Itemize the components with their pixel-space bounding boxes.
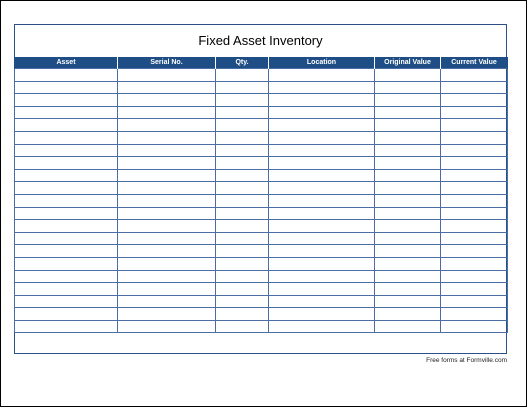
cell-current-value bbox=[441, 320, 508, 333]
cell-qty bbox=[216, 257, 269, 270]
cell-location bbox=[269, 270, 375, 283]
cell-asset bbox=[15, 232, 118, 245]
cell-qty bbox=[216, 283, 269, 296]
cell-asset bbox=[15, 245, 118, 258]
cell-current-value bbox=[441, 207, 508, 220]
cell-serial-no bbox=[118, 320, 216, 333]
cell-original-value bbox=[375, 245, 441, 258]
cell-location bbox=[269, 81, 375, 94]
cell-asset bbox=[15, 207, 118, 220]
cell-qty bbox=[216, 207, 269, 220]
cell-serial-no bbox=[118, 257, 216, 270]
cell-location bbox=[269, 220, 375, 233]
cell-location bbox=[269, 69, 375, 82]
cell-current-value bbox=[441, 295, 508, 308]
cell-location bbox=[269, 320, 375, 333]
column-header-serial-no: Serial No. bbox=[118, 57, 216, 69]
column-header-asset: Asset bbox=[15, 57, 118, 69]
cell-current-value bbox=[441, 106, 508, 119]
table-body bbox=[15, 69, 508, 333]
cell-original-value bbox=[375, 81, 441, 94]
table-row bbox=[15, 106, 508, 119]
cell-location bbox=[269, 283, 375, 296]
cell-qty bbox=[216, 245, 269, 258]
cell-serial-no bbox=[118, 295, 216, 308]
footer-credit: Free forms at Formville.com bbox=[426, 357, 507, 364]
table-row bbox=[15, 308, 508, 321]
table-row bbox=[15, 295, 508, 308]
cell-location bbox=[269, 144, 375, 157]
cell-current-value bbox=[441, 119, 508, 132]
cell-serial-no bbox=[118, 207, 216, 220]
cell-original-value bbox=[375, 207, 441, 220]
cell-asset bbox=[15, 220, 118, 233]
cell-asset bbox=[15, 106, 118, 119]
table-row bbox=[15, 119, 508, 132]
cell-original-value bbox=[375, 182, 441, 195]
table-row bbox=[15, 270, 508, 283]
cell-serial-no bbox=[118, 119, 216, 132]
cell-original-value bbox=[375, 220, 441, 233]
table-row bbox=[15, 157, 508, 170]
cell-asset bbox=[15, 257, 118, 270]
cell-original-value bbox=[375, 308, 441, 321]
cell-current-value bbox=[441, 169, 508, 182]
cell-qty bbox=[216, 94, 269, 107]
cell-location bbox=[269, 245, 375, 258]
cell-location bbox=[269, 106, 375, 119]
cell-location bbox=[269, 295, 375, 308]
cell-original-value bbox=[375, 257, 441, 270]
cell-current-value bbox=[441, 69, 508, 82]
cell-qty bbox=[216, 119, 269, 132]
cell-serial-no bbox=[118, 182, 216, 195]
cell-current-value bbox=[441, 257, 508, 270]
table-header-row bbox=[15, 57, 508, 69]
cell-serial-no bbox=[118, 245, 216, 258]
cell-qty bbox=[216, 220, 269, 233]
cell-current-value bbox=[441, 94, 508, 107]
cell-original-value bbox=[375, 119, 441, 132]
cell-asset bbox=[15, 144, 118, 157]
cell-asset bbox=[15, 119, 118, 132]
cell-qty bbox=[216, 81, 269, 94]
cell-current-value bbox=[441, 270, 508, 283]
cell-asset bbox=[15, 270, 118, 283]
cell-original-value bbox=[375, 106, 441, 119]
cell-serial-no bbox=[118, 157, 216, 170]
cell-current-value bbox=[441, 220, 508, 233]
cell-serial-no bbox=[118, 232, 216, 245]
cell-current-value bbox=[441, 194, 508, 207]
cell-asset bbox=[15, 283, 118, 296]
cell-location bbox=[269, 207, 375, 220]
cell-qty bbox=[216, 157, 269, 170]
cell-original-value bbox=[375, 157, 441, 170]
form-title: Fixed Asset Inventory bbox=[198, 33, 323, 48]
cell-location bbox=[269, 232, 375, 245]
cell-asset bbox=[15, 94, 118, 107]
cell-original-value bbox=[375, 194, 441, 207]
table-row bbox=[15, 169, 508, 182]
cell-location bbox=[269, 119, 375, 132]
cell-location bbox=[269, 157, 375, 170]
column-header-location: Location bbox=[269, 57, 375, 69]
cell-current-value bbox=[441, 245, 508, 258]
cell-serial-no bbox=[118, 144, 216, 157]
cell-original-value bbox=[375, 169, 441, 182]
cell-location bbox=[269, 194, 375, 207]
cell-serial-no bbox=[118, 169, 216, 182]
table-row bbox=[15, 194, 508, 207]
cell-original-value bbox=[375, 144, 441, 157]
cell-location bbox=[269, 257, 375, 270]
table-row bbox=[15, 220, 508, 233]
cell-current-value bbox=[441, 157, 508, 170]
table-row bbox=[15, 320, 508, 333]
table-row bbox=[15, 257, 508, 270]
cell-asset bbox=[15, 308, 118, 321]
column-header-current-value: Current Value bbox=[441, 57, 508, 69]
table-row bbox=[15, 182, 508, 195]
table-row bbox=[15, 81, 508, 94]
cell-qty bbox=[216, 308, 269, 321]
cell-serial-no bbox=[118, 94, 216, 107]
cell-serial-no bbox=[118, 81, 216, 94]
cell-original-value bbox=[375, 295, 441, 308]
cell-location bbox=[269, 131, 375, 144]
table-row bbox=[15, 283, 508, 296]
cell-qty bbox=[216, 131, 269, 144]
cell-current-value bbox=[441, 232, 508, 245]
cell-serial-no bbox=[118, 308, 216, 321]
cell-location bbox=[269, 182, 375, 195]
cell-original-value bbox=[375, 270, 441, 283]
cell-original-value bbox=[375, 131, 441, 144]
cell-qty bbox=[216, 194, 269, 207]
cell-location bbox=[269, 169, 375, 182]
cell-serial-no bbox=[118, 69, 216, 82]
cell-asset bbox=[15, 182, 118, 195]
cell-qty bbox=[216, 232, 269, 245]
cell-qty bbox=[216, 69, 269, 82]
cell-serial-no bbox=[118, 131, 216, 144]
cell-qty bbox=[216, 270, 269, 283]
cell-original-value bbox=[375, 69, 441, 82]
cell-serial-no bbox=[118, 194, 216, 207]
table-row bbox=[15, 245, 508, 258]
cell-qty bbox=[216, 169, 269, 182]
cell-qty bbox=[216, 144, 269, 157]
cell-current-value bbox=[441, 81, 508, 94]
cell-current-value bbox=[441, 144, 508, 157]
cell-serial-no bbox=[118, 106, 216, 119]
cell-asset bbox=[15, 69, 118, 82]
cell-original-value bbox=[375, 283, 441, 296]
cell-original-value bbox=[375, 94, 441, 107]
cell-asset bbox=[15, 157, 118, 170]
table-row bbox=[15, 207, 508, 220]
cell-asset bbox=[15, 320, 118, 333]
cell-location bbox=[269, 308, 375, 321]
cell-original-value bbox=[375, 232, 441, 245]
cell-asset bbox=[15, 81, 118, 94]
cell-current-value bbox=[441, 308, 508, 321]
cell-original-value bbox=[375, 320, 441, 333]
column-header-qty: Qty. bbox=[216, 57, 269, 69]
cell-qty bbox=[216, 320, 269, 333]
cell-asset bbox=[15, 194, 118, 207]
cell-location bbox=[269, 94, 375, 107]
table-row bbox=[15, 232, 508, 245]
cell-serial-no bbox=[118, 220, 216, 233]
cell-current-value bbox=[441, 182, 508, 195]
cell-current-value bbox=[441, 283, 508, 296]
cell-qty bbox=[216, 295, 269, 308]
table-row bbox=[15, 69, 508, 82]
cell-serial-no bbox=[118, 270, 216, 283]
table-row bbox=[15, 144, 508, 157]
inventory-table bbox=[14, 57, 508, 333]
column-header-original-value: Original Value bbox=[375, 57, 441, 69]
cell-asset bbox=[15, 295, 118, 308]
cell-current-value bbox=[441, 131, 508, 144]
table-row bbox=[15, 131, 508, 144]
cell-qty bbox=[216, 182, 269, 195]
table-row bbox=[15, 94, 508, 107]
cell-asset bbox=[15, 169, 118, 182]
cell-serial-no bbox=[118, 283, 216, 296]
cell-asset bbox=[15, 131, 118, 144]
cell-qty bbox=[216, 106, 269, 119]
